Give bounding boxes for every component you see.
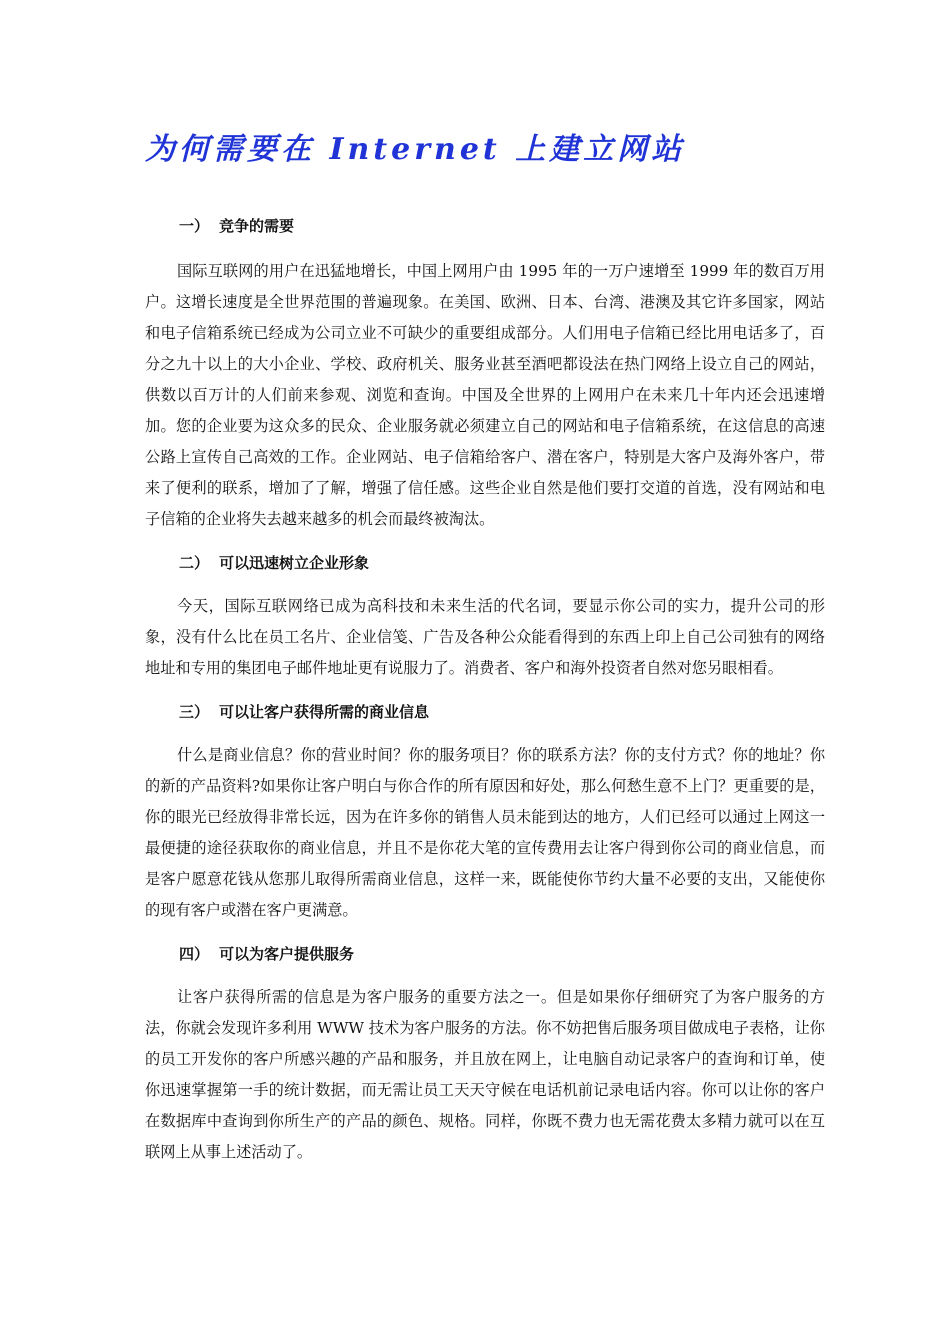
section-title-3: 可以让客户获得所需的商业信息 xyxy=(219,703,430,721)
section-title-2: 可以迅速树立企业形象 xyxy=(219,554,370,572)
section-heading-2 xyxy=(145,547,825,579)
document-title: 为何需要在 Internet 上建立网站 xyxy=(145,132,686,167)
section-paragraph-2: 今天，国际互联网络已成为高科技和未来生活的代名词，要显示你公司的实力，提升公司的形象，没有什么比在员工名片、企业信笺、广告及各种公众能看得到的东西上印上自己公司独有的网络地址和专用的集团电子邮件地址更有说服力了。消费者、客户和海外投资者自然对您另眼相看。 xyxy=(145,597,825,677)
section-number-2: 二） xyxy=(179,554,210,572)
section-number-3: 三） xyxy=(179,703,210,721)
section-paragraph-4: 让客户获得所需的信息是为客户服务的重要方法之一。但是如果你仔细研究了为客户服务的方法，你就会发现许多利用 WWW 技术为客户服务的方法。你不妨把售后服务项目做成电子表格，让你的员工开发你的客户所感兴趣的产品和服务，并且放在网上，让电脑自动记录客户的查询和订单，使你迅速掌握第一手的统计数据，而无需让员工天天守候在电话机前记录电话内容。你可以让你的客户在数据库中查询到你所生产的产品的颜色、规格。同样，你既不费力也无需花费太多精力就可以在互联网上从事上述活动了。 xyxy=(145,988,825,1161)
section-title-1: 竞争的需要 xyxy=(219,217,295,235)
document-body xyxy=(145,210,825,1168)
section-heading-4 xyxy=(145,938,825,970)
section-number-1: 一） xyxy=(179,217,210,235)
section-title-4: 可以为客户提供服务 xyxy=(219,945,355,963)
section-paragraph-3: 什么是商业信息？你的营业时间？你的服务项目？你的联系方法？你的支付方式？你的地址？你的新的产品资料?如果你让客户明白与你合作的所有原因和好处，那么何愁生意不上门？更重要的是，你的眼光已经放得非常长远，因为在许多你的销售人员未能到达的地方，人们已经可以通过上网这一最便捷的途径获取你的商业信息，并且不是你花大笔的宣传费用去让客户得到你公司的商业信息，而是客户愿意花钱从您那儿取得所需商业信息，这样一来，既能使你节约大量不必要的支出，又能使你的现有客户或潜在客户更满意。 xyxy=(145,746,825,919)
section-paragraph-1: 国际互联网的用户在迅猛地增长，中国上网用户由 1995 年的一万户速增至 1999 年的数百万用户。这增长速度是全世界范围的普遍现象。在美国、欧洲、日本、台湾、港澳及其它许多国家，网站和电子信箱系统已经成为公司立业不可缺少的重要组成部分。人们用电子信箱已经比用电话多了，百分之九十以上的大小企业、学校、政府机关、服务业甚至酒吧都设法在热门网络上设立自己的网站，供数以百万计的人们前来参观、浏览和查询。中国及全世界的上网用户在未来几十年内还会迅速增加。您的企业要为这众多的民众、企业服务就必须建立自己的网站和电子信箱系统，在这信息的高速公路上宣传自己高效的工作。企业网站、电子信箱给客户、潜在客户，特别是大客户及海外客户，带来了便利的联系，增加了了解，增强了信任感。这些企业自然是他们要打交道的首选，没有网站和电子信箱的企业将失去越来越多的机会而最终被淘汰。 xyxy=(145,262,825,528)
section-number-4: 四） xyxy=(179,945,210,963)
section-heading-1 xyxy=(145,210,825,242)
section-heading-3 xyxy=(145,696,825,728)
